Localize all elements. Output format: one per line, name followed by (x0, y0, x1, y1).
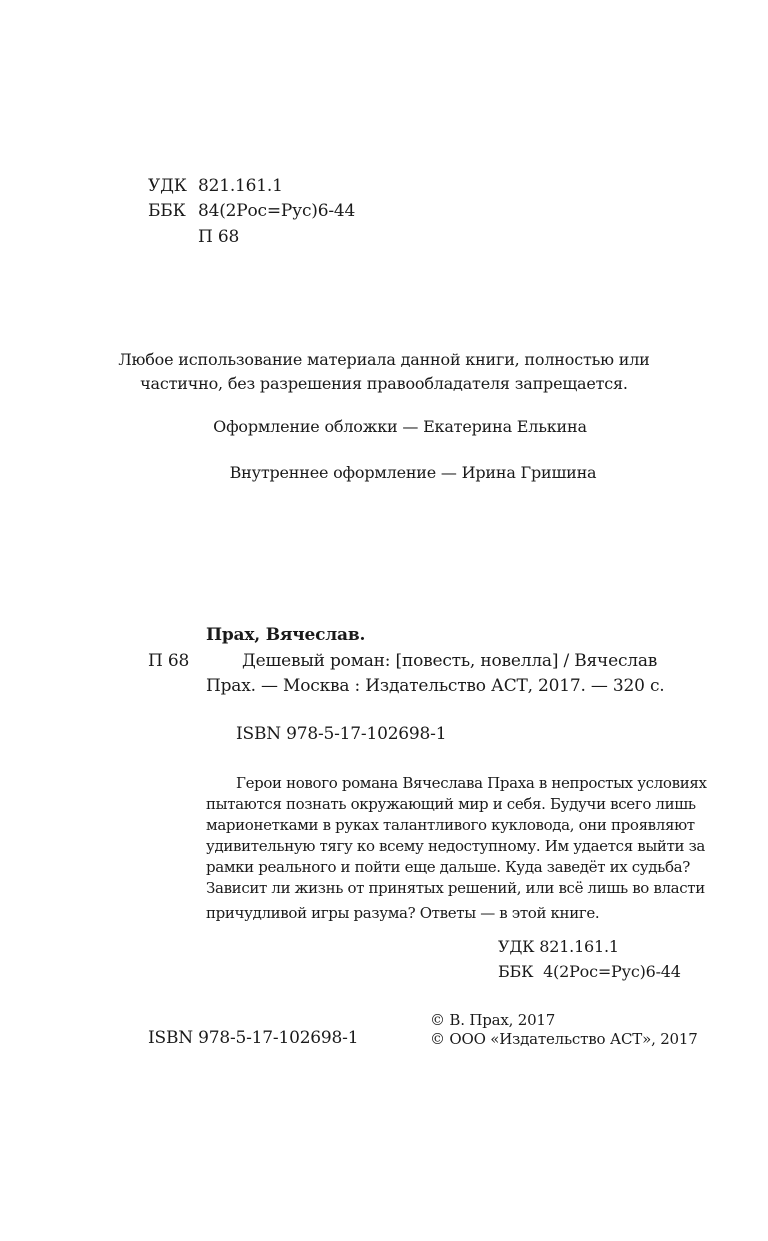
isbn-footer: ISBN 978-5-17-102698-1 (148, 1028, 359, 1048)
card-author-heading: Прах, Вячеслав. (206, 625, 366, 645)
udk-bottom: УДК 821.161.1 (498, 937, 619, 956)
book-annotation (206, 773, 707, 924)
bbk-bottom: ББК 4(2Рос=Рус)6-44 (498, 962, 681, 981)
interior-design-credit: Внутреннее оформление — Ирина Гришина (229, 463, 597, 482)
bbk-label: ББК (148, 201, 186, 221)
udk-label: УДК (148, 176, 187, 196)
annotation-line: пытаются познать окружающий мир и себя. Будучи всего лишь (206, 795, 696, 813)
udk-value: 821.161.1 (198, 176, 283, 196)
cover-design-credit: Оформление обложки — Екатерина Елькина (213, 417, 587, 436)
copyright-author: © В. Прах, 2017 (430, 1011, 556, 1029)
annotation-line: марионетками в руках талантливого кукловода, они проявляют (206, 816, 695, 834)
card-author-mark: П 68 (148, 651, 190, 671)
copyright-notice (0, 348, 768, 396)
card-isbn: ISBN 978-5-17-102698-1 (236, 724, 447, 744)
card-title-line: Дешевый роман: [повесть, новелла] / Вячеслав (242, 651, 658, 671)
annotation-line: причудливой игры разума? Ответы — в этой книге. (206, 904, 600, 922)
notice-line-2: частично, без разрешения правообладателя запрещается. (140, 374, 628, 393)
annotation-line: рамки реального и пойти еще дальше. Куда заведёт их судьба? (206, 858, 690, 876)
annotation-line: удивительную тягу ко всему недоступному. Им удается выйти за (206, 837, 706, 855)
copyright-publisher: © ООО «Издательство АСТ», 2017 (430, 1030, 698, 1048)
author-mark: П 68 (198, 227, 240, 247)
notice-line-1: Любое использование материала данной книги, полностью или (118, 350, 650, 369)
card-publication-line: Прах. — Москва : Издательство АСТ, 2017. — 320 с. (206, 676, 665, 696)
bbk-value: 84(2Рос=Рус)6-44 (198, 201, 356, 221)
annotation-line: Зависит ли жизнь от принятых решений, или всё лишь во власти (206, 879, 705, 897)
annotation-line: Герои нового романа Вячеслава Праха в непростых условиях (236, 774, 707, 792)
